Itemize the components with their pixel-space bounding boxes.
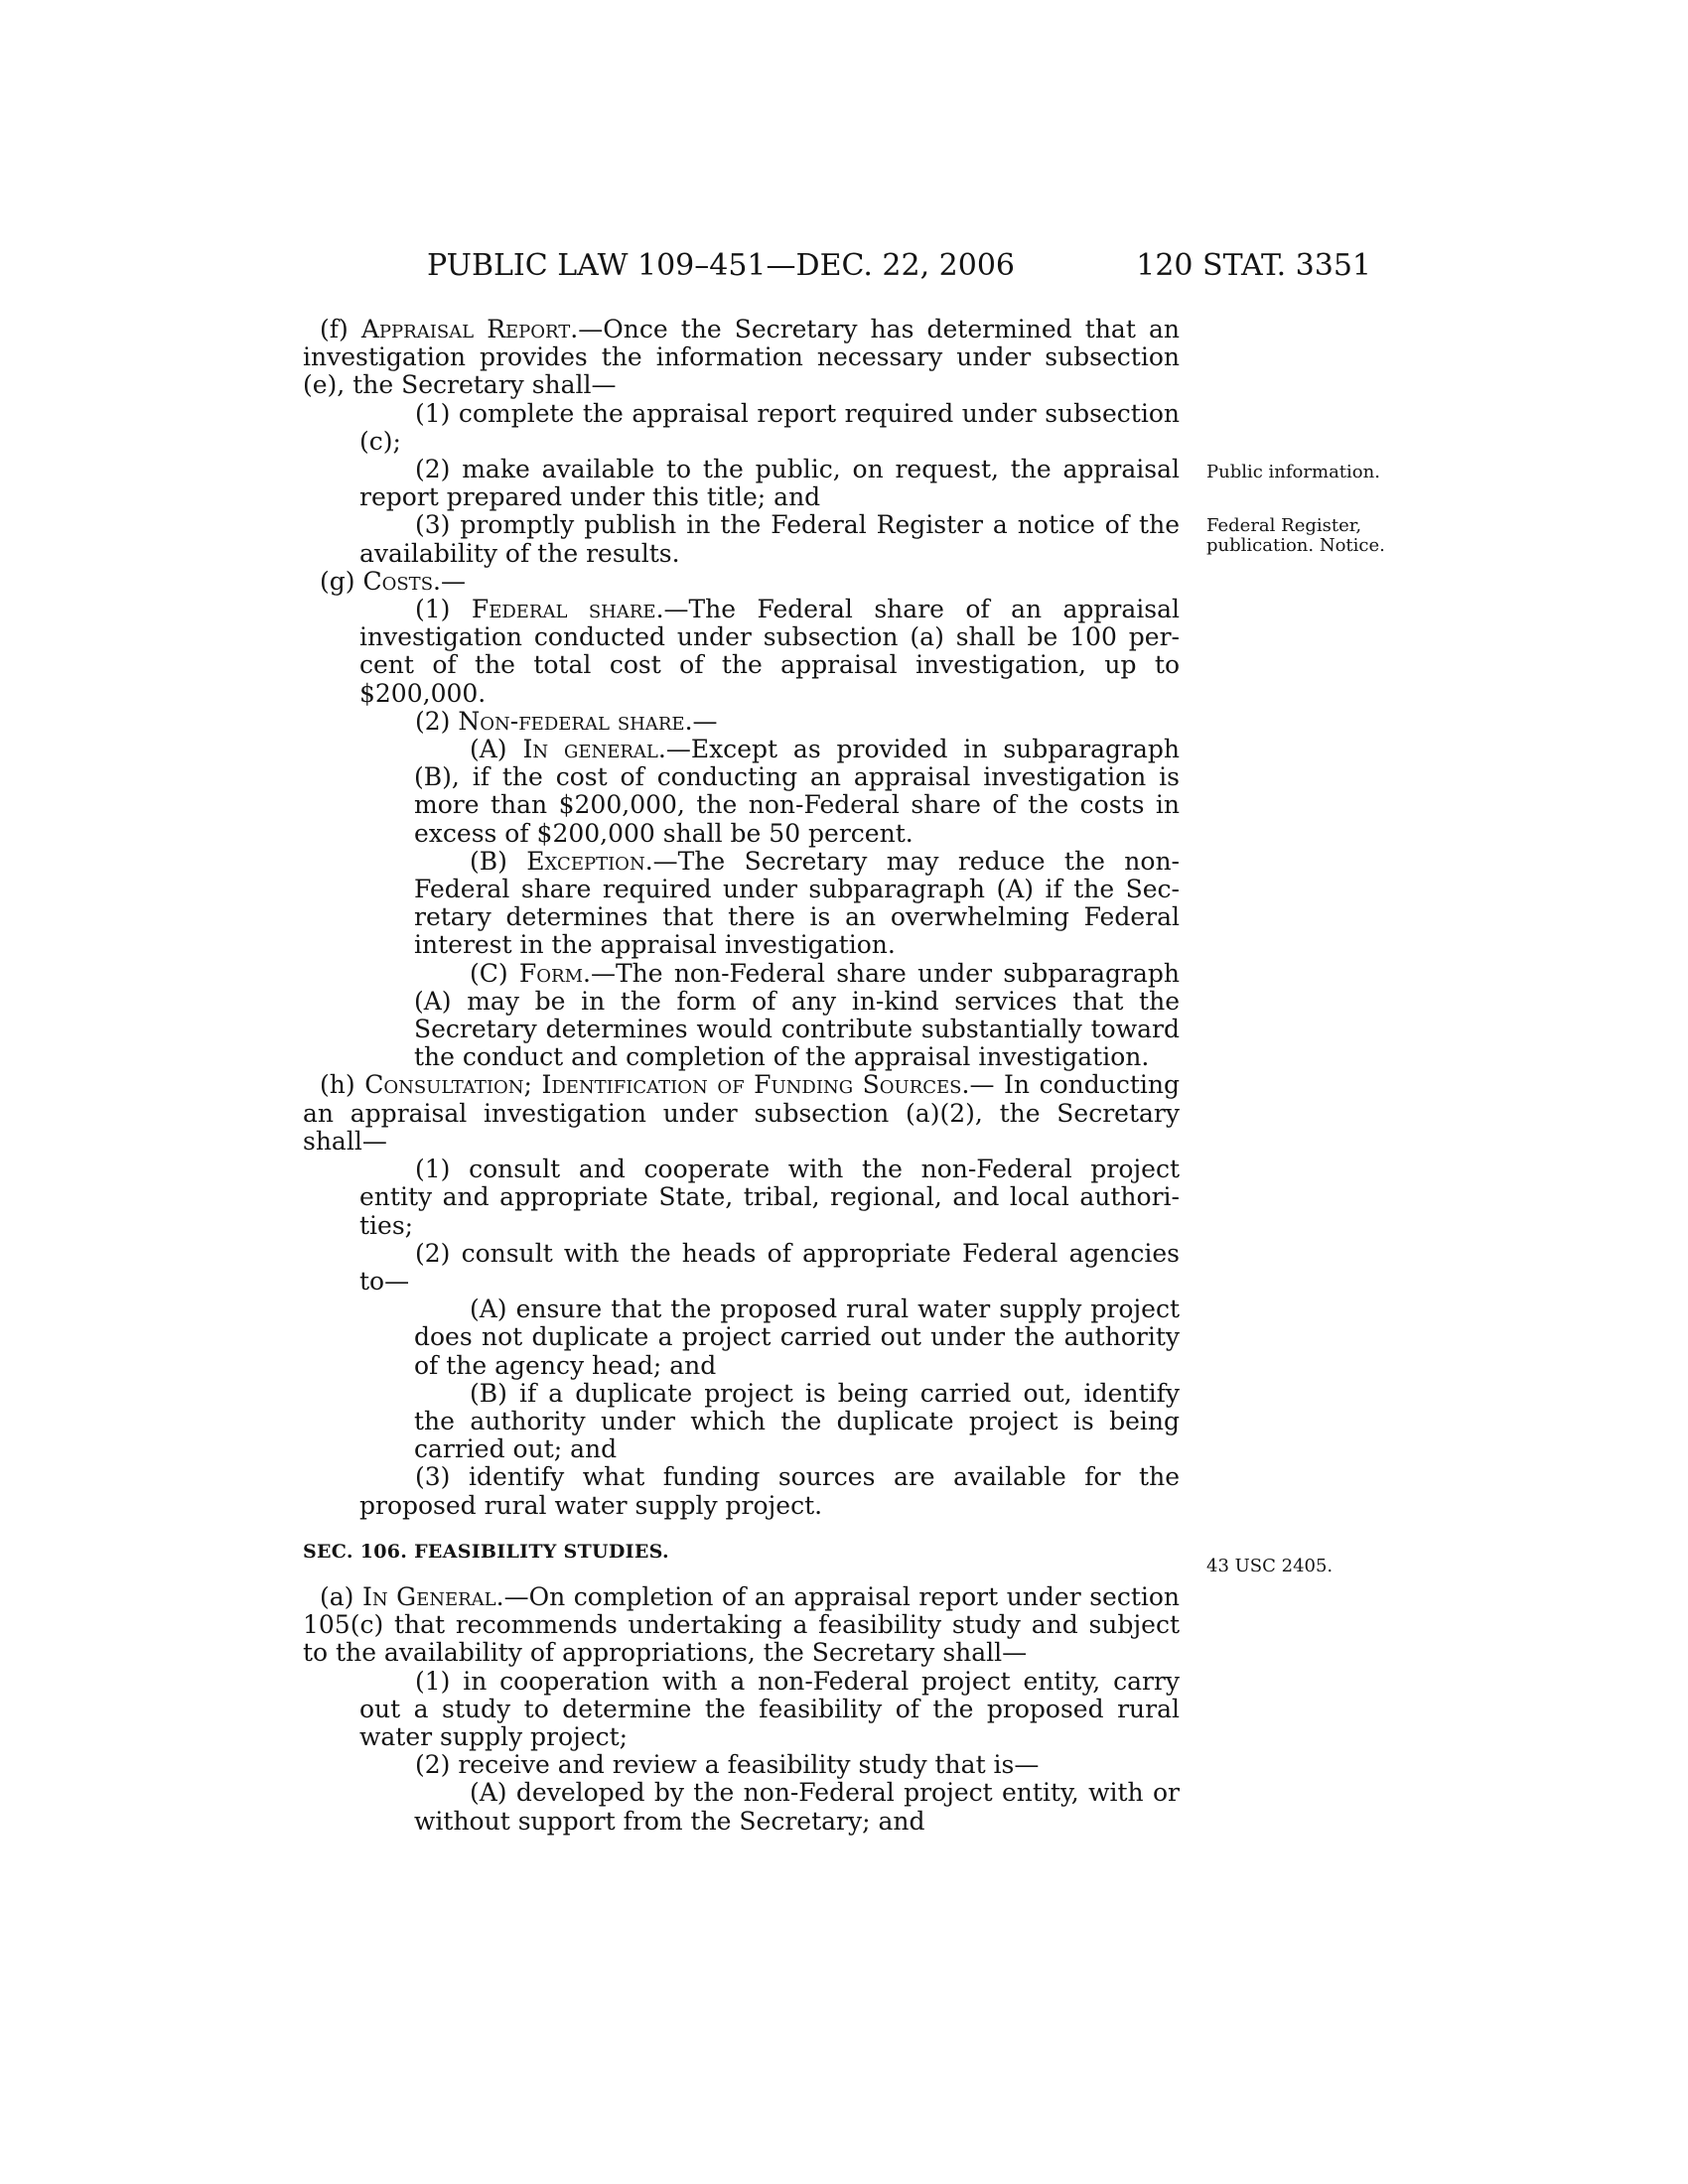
subsection-g-2: (2) Non-federal share.— (415, 706, 718, 736)
subsection-h-1: (1) consult and cooperate with the non-Federal project entity and appropriate State, tribal, regional, and local authorities; (359, 1155, 1180, 1240)
header-title: PUBLIC LAW 109–451—DEC. 22, 2006 (427, 248, 1016, 283)
subsection-h: (h) Consultation; Identification of Funding Sources.— In conducting an appraisal investigation under subsection (a)(2), the Secretary shall— (303, 1070, 1180, 1156)
section-106-a-1: (1) in cooperation with a non-Federal project entity, carry out a study to determine the feasibility of the proposed rural water supply project; (359, 1666, 1180, 1751)
margin-note-usc: 43 USC 2405. (1206, 1556, 1334, 1576)
section-106-a: (a) In General.—On completion of an appraisal report under section 105(c) that recommends undertaking a feasibility study and subject to the availability of appropriations, the Secretary shall— (303, 1581, 1181, 1668)
margin-note-federal-register: Federal Register, publication. Notice. (1206, 515, 1385, 556)
subsection-g: (g) Costs.— (320, 566, 466, 596)
subsection-g-1: (1) Federal share.—The Federal share of an appraisal investigation conducted under subsection (a) shall be 100 percent of the total cost of the appraisal investigation, up to $200,000. (359, 595, 1181, 708)
subsection-h-2-B: (B) if a duplicate project is being carried out, identify the authority under which the duplicate project is being carried out; and (414, 1378, 1180, 1464)
section-106-a-2: (2) receive and review a feasibility study that is— (415, 1750, 1040, 1780)
subsection-h-2: (2) consult with the heads of appropriate Federal agencies to— (359, 1238, 1180, 1296)
subsection-f-2: (2) make available to the public, on request, the appraisal report prepared under this title; and (359, 455, 1180, 512)
subsection-h-3: (3) identify what funding sources are available for the proposed rural water supply project. (359, 1462, 1180, 1520)
subsection-g-2-C: (C) Form.—The non-Federal share under subparagraph (A) may be in the form of any in-kind services that the Secretary determines would contribute substantially toward the conduct and completion of the appraisal investigation. (414, 958, 1180, 1072)
header-page-ref: 120 STAT. 3351 (1136, 248, 1371, 283)
subsection-g-2-B: (B) Exception.—The Secretary may reduce the non-Federal share required under subparagraph (A) if the Secretary determines that there is an overwhelming Federal interest in the appraisal investigation. (414, 846, 1180, 960)
subsection-f: (f) Appraisal Report.—Once the Secretary has determined that an investigation provides the information necessary under subsection (e), the Secretary shall— (303, 315, 1180, 400)
section-106-heading: SEC. 106. FEASIBILITY STUDIES. (303, 1540, 669, 1563)
subsection-g-2-A: (A) In general.—Except as provided in subparagraph (B), if the cost of conducting an appraisal investigation is more than $200,000, the non-Federal share of the costs in excess of $200,000 shall be 50 percent. (414, 735, 1180, 848)
document-body (303, 316, 1180, 1836)
subsection-f-3: (3) promptly publish in the Federal Register a notice of the availability of the results. (359, 510, 1180, 568)
subsection-f-1: (1) complete the appraisal report required under subsection (c); (359, 398, 1180, 456)
margin-note-public-information: Public information. (1206, 462, 1380, 482)
subsection-h-2-A: (A) ensure that the proposed rural water supply project does not duplicate a project carried out under the authority of the agency head; and (414, 1295, 1180, 1380)
section-106-a-2-A: (A) developed by the non-Federal project entity, with or without support from the Secretary; and (414, 1778, 1180, 1836)
page-header (303, 248, 1371, 290)
